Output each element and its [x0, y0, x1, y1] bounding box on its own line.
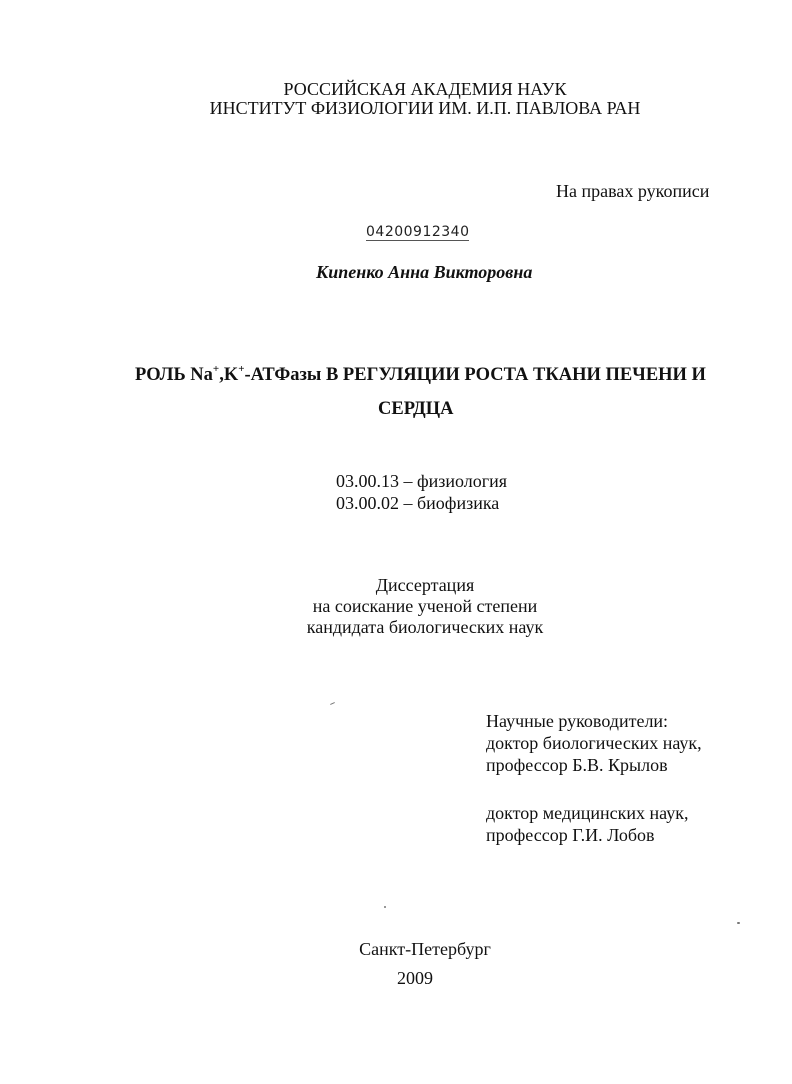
year: 2009 [397, 968, 433, 988]
supervisor-1-degree: доктор биологических наук, [486, 733, 702, 753]
institute-name: ИНСТИТУТ ФИЗИОЛОГИИ ИМ. И.П. ПАВЛОВА РАН [209, 98, 641, 118]
author-name: Кипенко Анна Викторовна [316, 262, 533, 282]
degree-name: кандидата биологических наук [306, 617, 544, 637]
dissertation-label: Диссертация [375, 575, 475, 595]
specialty-biophysics: 03.00.02 – биофизика [336, 493, 500, 513]
supervisors-heading: Научные руководители: [486, 711, 669, 731]
supervisor-2-degree: доктор медицинских наук, [486, 803, 689, 823]
supervisor-1-name: профессор Б.В. Крылов [486, 755, 668, 775]
city: Санкт-Петербург [359, 939, 491, 959]
manuscript-rights-note: На правах рукописи [556, 181, 710, 201]
title-superscript-2: + [238, 362, 245, 375]
academy-name: РОССИЙСКАЯ АКАДЕМИЯ НАУК [283, 79, 567, 99]
thesis-title-line-1 [135, 364, 706, 386]
catalog-code: 04200912340 [366, 224, 470, 240]
title-prefix: РОЛЬ Na [135, 365, 213, 385]
specialty-physiology: 03.00.13 – физиология [336, 471, 508, 491]
scan-speck [384, 906, 386, 908]
thesis-title-line-2: СЕРДЦА [378, 399, 454, 419]
degree-purpose: на соискание ученой степени [312, 596, 538, 616]
scan-speck [737, 922, 740, 924]
scan-speck [330, 702, 335, 705]
title-suffix: -АТФазы В РЕГУЛЯЦИИ РОСТА ТКАНИ ПЕЧЕНИ И [244, 365, 706, 385]
title-superscript-1: + [212, 362, 220, 375]
supervisor-2-name: профессор Г.И. Лобов [486, 825, 655, 845]
title-middle: ,K [219, 365, 239, 385]
